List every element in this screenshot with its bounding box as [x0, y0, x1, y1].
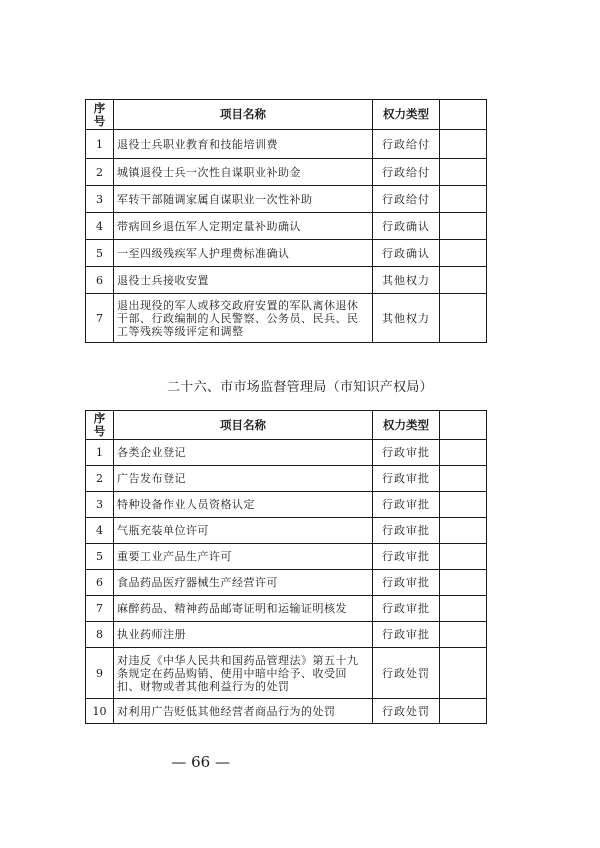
blank-cell	[440, 186, 487, 213]
row-number: 3	[86, 492, 114, 518]
blank-cell	[440, 570, 487, 596]
blank-cell	[440, 240, 487, 267]
power-type: 行政确认	[373, 213, 440, 240]
blank-cell	[440, 622, 487, 648]
header-blank	[440, 411, 487, 440]
power-type: 行政处罚	[373, 699, 440, 724]
item-name: 气瓶充装单位许可	[114, 518, 373, 544]
item-name: 退役士兵接收安置	[114, 267, 373, 294]
power-type: 行政审批	[373, 518, 440, 544]
item-name: 对违反《中华人民共和国药品管理法》第五十九条规定在药品购销、使用中暗中给予、收受回扣、财物或者其他利益行为的处罚	[114, 648, 373, 699]
table-row	[86, 570, 487, 596]
item-name: 带病回乡退伍军人定期定量补助确认	[114, 213, 373, 240]
table-row	[86, 699, 487, 724]
power-type: 行政审批	[373, 492, 440, 518]
row-number: 7	[86, 596, 114, 622]
table-market-supervision	[85, 410, 487, 724]
header-no: 序号	[86, 411, 114, 440]
table-row	[86, 130, 487, 159]
row-number: 7	[86, 294, 114, 343]
item-name: 食品药品医疗器械生产经营许可	[114, 570, 373, 596]
table-row	[86, 213, 487, 240]
row-number: 1	[86, 440, 114, 466]
item-name: 城镇退役士兵一次性自谋职业补助金	[114, 159, 373, 186]
row-number: 4	[86, 518, 114, 544]
header-name: 项目名称	[114, 411, 373, 440]
row-number: 5	[86, 240, 114, 267]
blank-cell	[440, 492, 487, 518]
row-number: 6	[86, 267, 114, 294]
item-name: 重要工业产品生产许可	[114, 544, 373, 570]
table-header-row	[86, 411, 487, 440]
blank-cell	[440, 596, 487, 622]
header-type: 权力类型	[373, 411, 440, 440]
blank-cell	[440, 518, 487, 544]
section-title: 二十六、市市场监督管理局（市知识产权局）	[166, 380, 433, 395]
row-number: 9	[86, 648, 114, 699]
blank-cell	[440, 267, 487, 294]
header-no: 序号	[86, 100, 114, 130]
power-type: 行政处罚	[373, 648, 440, 699]
blank-cell	[440, 159, 487, 186]
item-name: 麻醉药品、精神药品邮寄证明和运输证明核发	[114, 596, 373, 622]
power-type: 行政审批	[373, 596, 440, 622]
row-number: 4	[86, 213, 114, 240]
blank-cell	[440, 440, 487, 466]
header-name: 项目名称	[114, 100, 373, 130]
power-type: 行政给付	[373, 186, 440, 213]
table-header-row	[86, 100, 487, 130]
power-type: 行政审批	[373, 466, 440, 492]
table-row	[86, 492, 487, 518]
header-blank	[440, 100, 487, 130]
blank-cell	[440, 130, 487, 159]
page-number: — 66 —	[171, 753, 230, 771]
table-row	[86, 267, 487, 294]
blank-cell	[440, 699, 487, 724]
table-row	[86, 466, 487, 492]
blank-cell	[440, 648, 487, 699]
power-type: 行政审批	[373, 440, 440, 466]
table-veterans-affairs	[85, 99, 487, 343]
blank-cell	[440, 294, 487, 343]
table-row	[86, 596, 487, 622]
item-name: 对利用广告贬低其他经营者商品行为的处罚	[114, 699, 373, 724]
table-row	[86, 440, 487, 466]
table-row	[86, 240, 487, 267]
power-type: 行政审批	[373, 544, 440, 570]
item-name: 特种设备作业人员资格认定	[114, 492, 373, 518]
power-type: 行政确认	[373, 240, 440, 267]
power-type: 行政给付	[373, 159, 440, 186]
blank-cell	[440, 466, 487, 492]
row-number: 2	[86, 466, 114, 492]
table-row	[86, 186, 487, 213]
row-number: 3	[86, 186, 114, 213]
row-number: 2	[86, 159, 114, 186]
blank-cell	[440, 213, 487, 240]
power-type: 行政给付	[373, 130, 440, 159]
item-name: 一至四级残疾军人护理费标准确认	[114, 240, 373, 267]
item-name: 退出现役的军人或移交政府安置的军队离休退休干部、行政编制的人民警察、公务员、民兵、民工等残疾等级评定和调整	[114, 294, 373, 343]
table-row	[86, 648, 487, 699]
item-name: 执业药师注册	[114, 622, 373, 648]
power-type: 其他权力	[373, 294, 440, 343]
row-number: 1	[86, 130, 114, 159]
row-number: 5	[86, 544, 114, 570]
item-name: 广告发布登记	[114, 466, 373, 492]
power-type: 行政审批	[373, 622, 440, 648]
table-row	[86, 518, 487, 544]
table-row	[86, 159, 487, 186]
row-number: 6	[86, 570, 114, 596]
power-type: 其他权力	[373, 267, 440, 294]
item-name: 各类企业登记	[114, 440, 373, 466]
item-name: 退役士兵职业教育和技能培训费	[114, 130, 373, 159]
item-name: 军转干部随调家属自谋职业一次性补助	[114, 186, 373, 213]
row-number: 8	[86, 622, 114, 648]
power-type: 行政审批	[373, 570, 440, 596]
blank-cell	[440, 544, 487, 570]
table-row	[86, 622, 487, 648]
header-type: 权力类型	[373, 100, 440, 130]
table-row	[86, 294, 487, 343]
row-number: 10	[86, 699, 114, 724]
table-row	[86, 544, 487, 570]
